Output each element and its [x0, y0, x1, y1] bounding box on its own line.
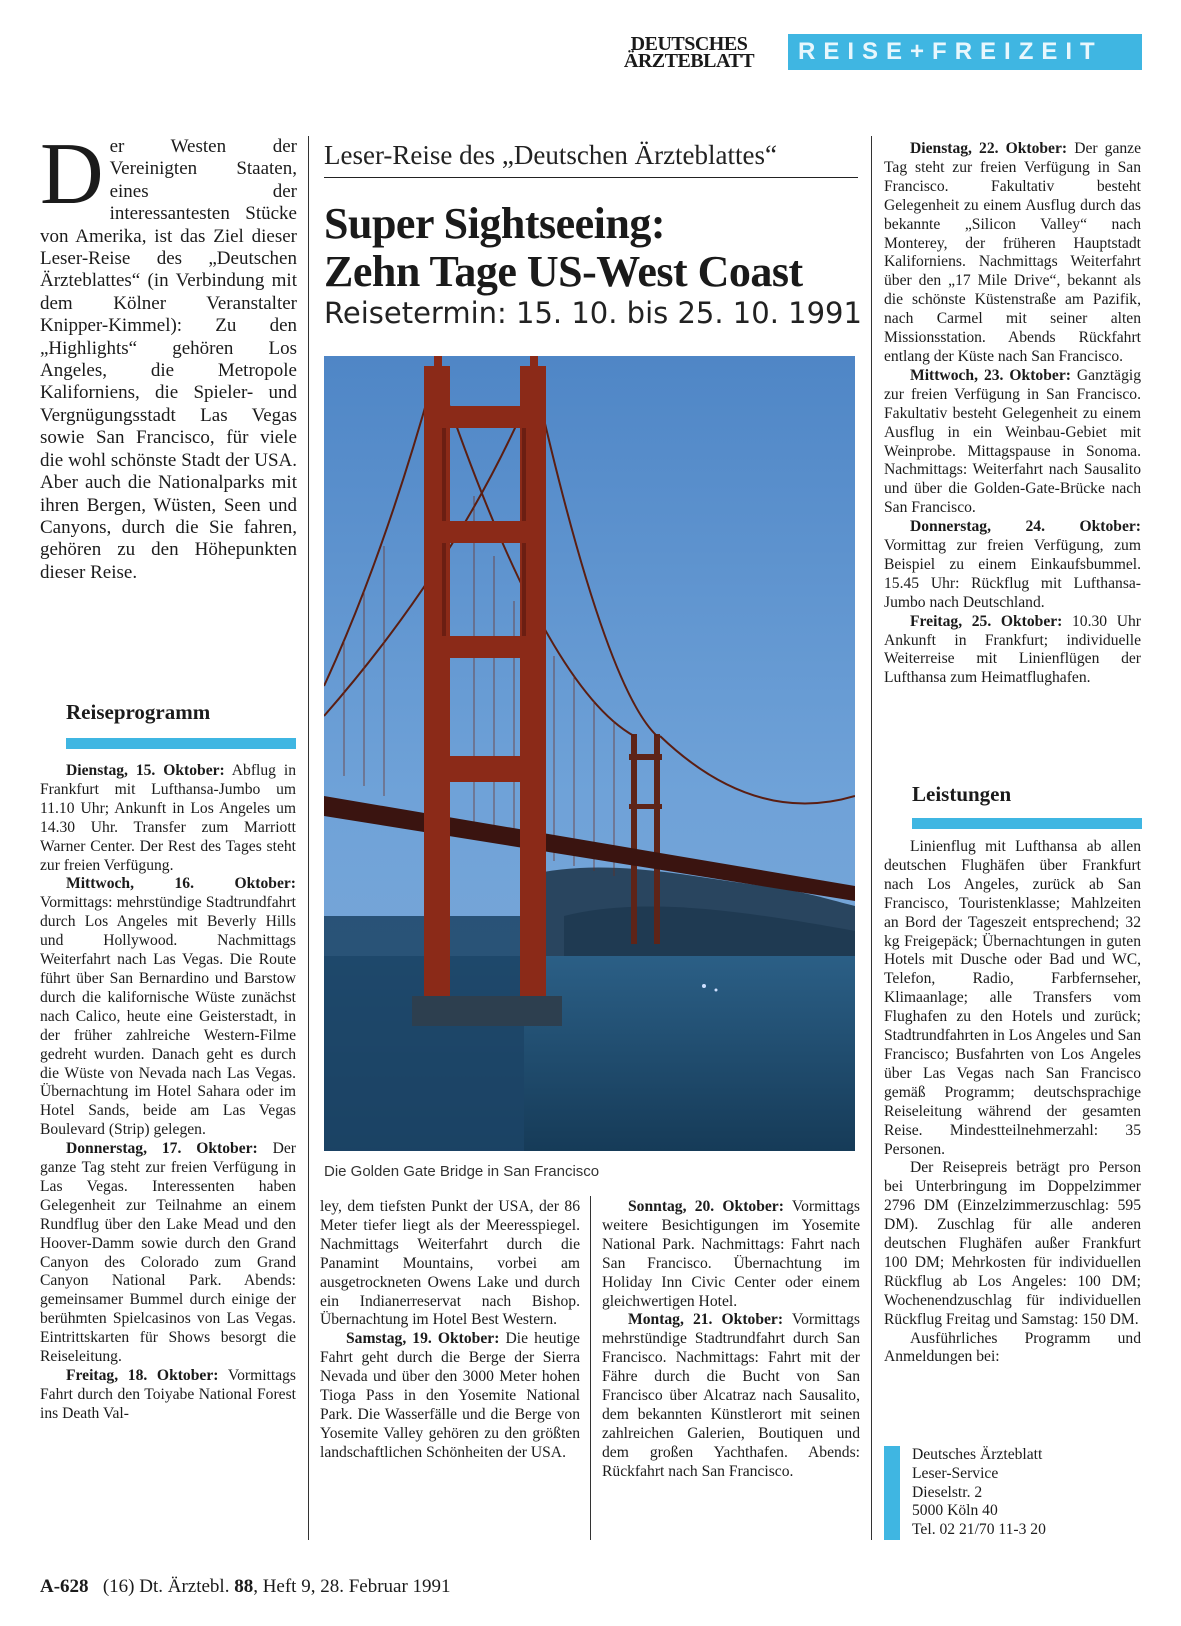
section-rubric: REISE+FREIZEIT [788, 34, 1142, 70]
headline-line-2: Zehn Tage US-West Coast [324, 247, 803, 296]
address-bar [884, 1446, 900, 1540]
day-paragraph [40, 762, 296, 875]
day-label: Donnerstag, 24. Oktober: [910, 518, 1141, 536]
footer-source: (16) Dt. Ärztebl. [102, 1576, 230, 1597]
day-text: Vormittag zur freien Verfügung, zum Beispiel zu einem Einkaufsbummel. 15.45 Uhr: Rückflug mit Lufthansa-Jumbo nach Deutschland. [884, 537, 1141, 611]
day-paragraph [884, 518, 1141, 613]
address-block [912, 1446, 1141, 1540]
day-text: Vormittags: mehrstündige Stadtrundfahrt durch Los Angeles mit Beverly Hills und Hollywood. Nachmittags Weiterfahrt nach Las Vegas. Die Route führt über San Bernardino und Barstow durch die kalifornische Wüste zunächst nach Calico, heute eine Geisterstadt, in der früher zahlreiche Western-Filme gedreht wurden. Danach geht es durch die Wüste von Nevada nach Las Vegas. Übernachtung im Hotel Sahara oder im Hotel Sands, beide am Las Vegas Boulevard (Strip) gelegen. [40, 894, 296, 1139]
address-line: Deutsches Ärzteblatt [912, 1446, 1043, 1463]
day-paragraph [320, 1330, 580, 1462]
page-number: A-628 [40, 1576, 89, 1597]
reiseprogramm-bar [66, 738, 296, 749]
masthead-logo [604, 33, 774, 72]
column-rule [871, 136, 872, 1540]
day-label: Dienstag, 22. Oktober: [910, 140, 1068, 157]
reiseprogramm-heading: Reiseprogramm [66, 700, 211, 724]
column-rule [590, 1196, 591, 1540]
page-footer [40, 1576, 640, 1598]
day-paragraph [884, 613, 1141, 689]
headline-line-1: Super Sightseeing: [324, 199, 666, 248]
day-label: Mittwoch, 16. Oktober: [66, 875, 296, 893]
continued-text: ley, dem tiefsten Punkt der USA, der 86 Meter tiefer liegt als der Meeresspiegel. Nachmittags Weiterfahrt durch die Panamint Mountains, vorbei am ausgetrockneten Owens Lake und durch ein Indianerreservat nach Bishop. Übernachtung im Hotel Best Western. [320, 1198, 580, 1329]
headline [324, 200, 864, 296]
day-text: Ganztägig zur freien Verfügung in San Francisco. Fakultativ besteht Gelegenheit zu einem Ausflug in ein Weinbau-Gebiet mit Weinprobe. Mittagspause in Sonoma. Nachmittags: Weiterfahrt nach Sausalito und über die Golden-Gate-Brücke nach San Francisco. [884, 366, 1141, 517]
footer-issue: , Heft 9, 28. Februar 1991 [253, 1576, 451, 1597]
day-text: Vormittags mehrstündige Stadtrundfahrt durch San Francisco. Nachmittags: Fahrt mit der Fähre durch die Bucht von San Francisco über Alcatraz nach Sausalito, dem bekannten Künstlerort mit seinen zahlreichen Galerien, Boutiquen und dem großen Yachthafen. Abends: Rückfahrt nach San Francisco. [602, 1311, 860, 1480]
leistungen-bar [912, 818, 1142, 829]
address-line: 5000 Köln 40 [912, 1502, 998, 1520]
masthead-line-1: DEUTSCHES [630, 33, 748, 55]
day-text: 10.30 Uhr Ankunft in Frankfurt; individuelle Weiterreise mit Linienflügen der Lufthansa zum Heimatflughafen. [884, 612, 1141, 687]
price-text: Der Reisepreis beträgt pro Person bei Unterbringung im Doppelzimmer 2796 DM (Einzelzimmerzuschlag: 595 DM). Zuschlag für alle anderen deutschen Flughäfen außer Frankfurt 100 DM; Mehrkosten für individuellen Rückflug ab Los Angeles: 100 DM; Wochenendzuschlag für individuellen Rückflug Freitag und Samstag: 150 DM. [884, 1159, 1141, 1328]
day-paragraph [40, 1367, 296, 1424]
day-text: Vormittags Fahrt durch den Toiyabe National Forest ins Death Val- [40, 1367, 296, 1422]
day-paragraph [884, 367, 1141, 518]
day-paragraph [40, 875, 296, 1140]
day-label: Samstag, 19. Oktober: [346, 1330, 500, 1348]
travel-dates: Reisetermin: 15. 10. bis 25. 10. 1991 [324, 296, 862, 330]
column-rule [308, 136, 309, 1540]
kicker-rule [324, 177, 858, 178]
address-line: Tel. 02 21/70 11-3 20 [912, 1521, 1046, 1539]
day-text: Vormittags weitere Besichtigungen im Yosemite National Park. Nachmittags: Fahrt nach San Francisco. Übernachtung im Holiday Inn Civic Center oder einem gleichwertigen Hotel. [602, 1198, 860, 1310]
day-paragraph [602, 1311, 860, 1481]
day-paragraph [884, 140, 1141, 367]
footer-volume: 88 [234, 1576, 254, 1597]
kicker: Leser-Reise des „Deutschen Ärzteblattes“ [324, 140, 778, 170]
leistungen-text: Linienflug mit Lufthansa ab allen deutschen Flughäfen über Frankfurt nach Los Angeles, zurück ab San Francisco, Touristenklasse; Mahlzeiten an Bord der Tageszeit entsprechend; 32 kg Freigepäck; Übernachtungen in guten Hotels mit Dusche oder Bad und WC, Telefon, Radio, Farbfernseher, Klimaanlage; alle Transfers vom Flughafen zu den Hotels und zurück; Stadtrundfahrten in Los Angeles und San Francisco; Busfahrten von Los Angeles über Las Vegas nach San Francisco gemäß Programm; deutschsprachige Reiseleitung während der gesamten Reise. Mindestteilnehmerzahl: 35 Personen. [884, 838, 1141, 1158]
column-1-program [40, 762, 296, 1424]
day-paragraph [40, 1140, 296, 1367]
leistungen-heading: Leistungen [912, 782, 1012, 806]
address-line: Dieselstr. 2 [912, 1483, 983, 1501]
day-label: Montag, 21. Oktober: [628, 1311, 784, 1329]
column-3-program [602, 1198, 860, 1482]
intro-paragraph [40, 126, 297, 584]
address-line: Leser-Service [912, 1464, 999, 1482]
day-paragraph [602, 1198, 860, 1311]
day-text: Der ganze Tag steht zur freien Verfügung in San Francisco. Fakultativ besteht Gelegenheit zu einem Ausflug durch das bekannte „Silicon Valley“ nach Monterey, der früheren Hauptstadt Kaliforniens. Nachmittags Weiterfahrt über den „17 Mile Drive“, bekannt als die schönste Küstenstraße am Pazifik, nach Carmel mit seiner alten Missionsstation. Abends Rückfahrt entlang der Küste nach San Francisco. [884, 140, 1142, 365]
day-label: Sonntag, 20. Oktober: [628, 1198, 784, 1215]
golden-gate-bridge-photo [324, 356, 855, 1151]
day-text: Die heutige Fahrt geht durch die Berge der Sierra Nevada und über den 3000 Meter hohen Tioga Pass in den Yosemite National Park. Die Wasserfälle und die Berge von Yosemite Valley gehören zu den größten landschaftlichen Schönheiten der USA. [320, 1330, 580, 1461]
day-label: Donnerstag, 17. Oktober: [66, 1140, 258, 1158]
day-text: Abflug in Frankfurt mit Lufthansa-Jumbo um 11.10 Uhr; Ankunft in Los Angeles um 14.30 Uhr. Transfer zum Marriott Warner Center. Der Rest des Tages steht zur freien Verfügung. [40, 762, 297, 874]
day-label: Mittwoch, 23. Oktober: [910, 366, 1071, 384]
day-label: Freitag, 25. Oktober: [910, 612, 1063, 630]
intro-text: er Westen der Vereinigten Staaten, eines der interessantesten Stücke von Amerika, ist das Ziel dieser Leser-Reise des „Deutschen Ärzteblattes“ (in Verbindung mit dem Kölner Veranstalter Knipper-Kimmel): Zu den „Highlights“ gehören Los Angeles, die Metropole Kaliforniens, die Spieler- und Vergnügungsstadt Las Vegas sowie San Francisco, für viele die wohl schönste Stadt der USA. Aber auch die Nationalparks mit ihren Bergen, Wüsten, Seen und Canyons, durch die Sie fahren, gehören zu den Höhepunkten dieser Reise. [40, 136, 297, 583]
leistungen-block [884, 838, 1141, 1367]
day-text: Der ganze Tag steht zur freien Verfügung in Las Vegas. Interessenten haben Gelegenheit zur Teilnahme an einem Rundflug über den Lake Mead und den Hoover-Damm sowie durch den Grand Canyon des Colorado zum Grand Canyon National Park. Abends: gemeinsamer Bummel durch einige der berühmten Spielcasinos von Las Vegas. Eintrittskarten für Shows besorgt die Reiseleitung. [40, 1140, 296, 1366]
day-label: Dienstag, 15. Oktober: [66, 762, 225, 779]
photo-caption: Die Golden Gate Bridge in San Francisco [324, 1163, 600, 1180]
day-label: Freitag, 18. Oktober: [66, 1367, 219, 1384]
column-2-program [320, 1198, 580, 1463]
drop-cap: D [40, 126, 104, 223]
registration-text: Ausführliches Programm und Anmeldungen bei: [884, 1329, 1141, 1366]
masthead-line-2: ÄRZTEBLATT [623, 50, 755, 72]
column-4-program [884, 140, 1141, 688]
